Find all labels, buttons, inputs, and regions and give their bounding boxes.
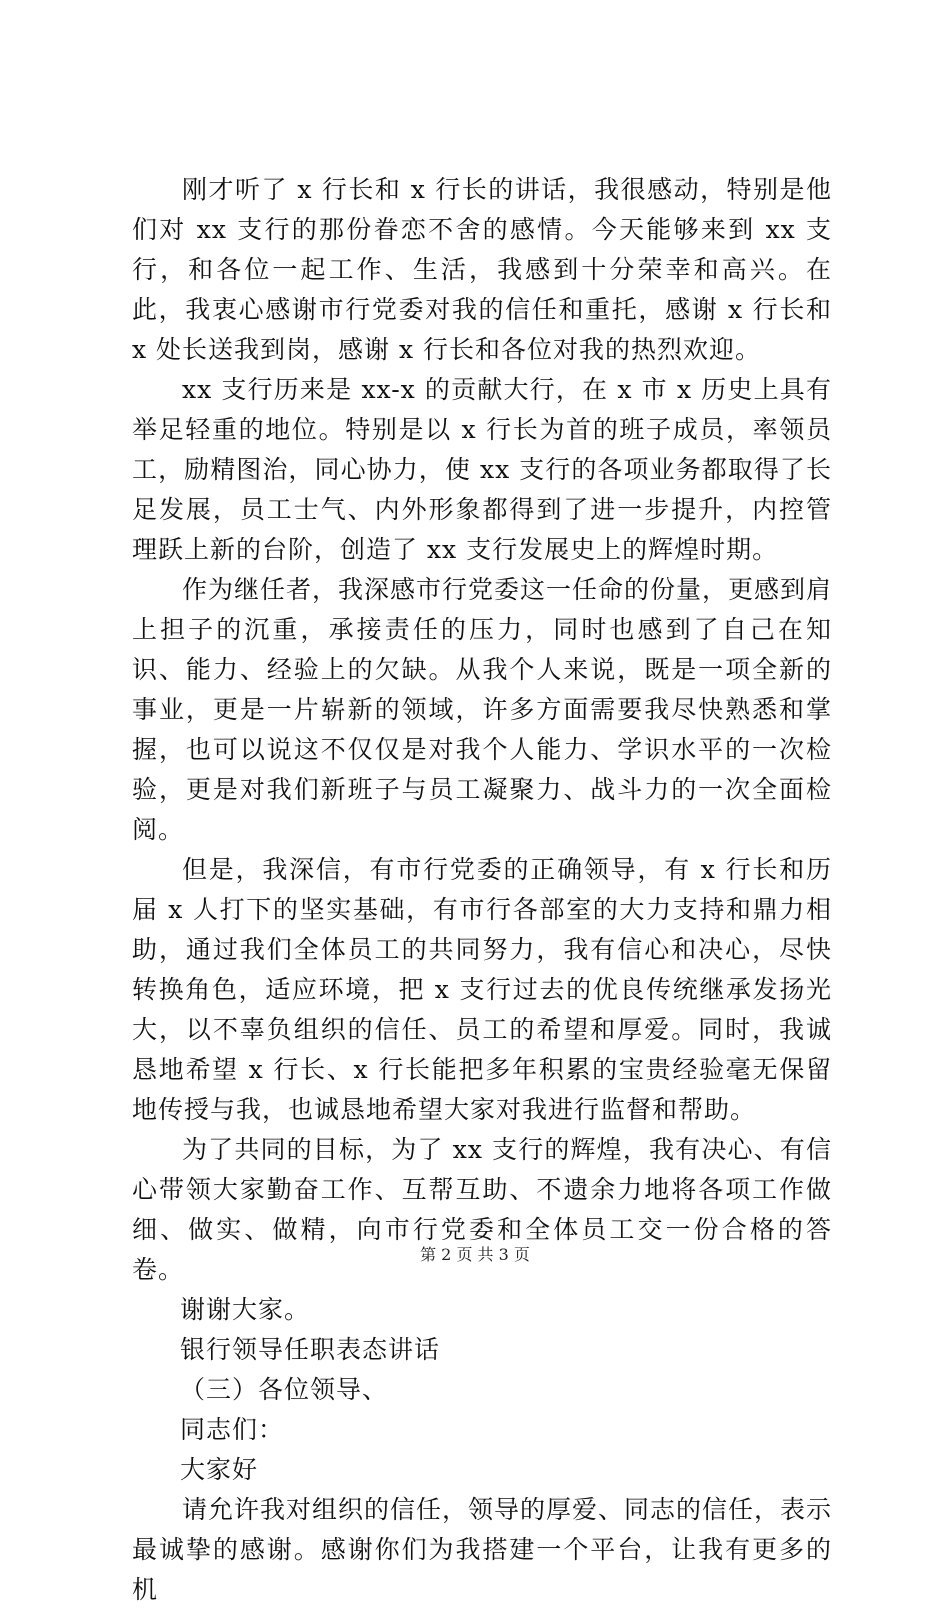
paragraph-3: 作为继任者，我深感市行党委这一任命的份量，更感到肩上担子的沉重，承接责任的压力，同时也感到了自己在知识、能力、经验上的欠缺。从我个人来说，既是一项全新的事业，更是一片崭新的领域，许多方面需要我尽快熟悉和掌握，也可以说这不仅仅是对我个人能力、学识水平的一次检验，更是对我们新班子与员工凝聚力、战斗力的一次全面检阅。 bbox=[132, 575, 833, 844]
paragraph-5: 为了共同的目标，为了 xx 支行的辉煌，我有决心、有信心带领大家勤奋工作、互帮互助、不遗余力地将各项工作做细、做实、做精，向市行党委和全体员工交一份合格的答卷。 bbox=[132, 1135, 832, 1284]
paragraph-final: 请允许我对组织的信任，领导的厚爱、同志的信任，表示最诚挚的感谢。感谢你们为我搭建一个平台，让我有更多的机 bbox=[132, 1495, 833, 1604]
page-footer: 第 2 页 共 3 页 bbox=[420, 1245, 530, 1264]
paragraph-2: xx 支行历来是 xx-x 的贡献大行，在 x 市 x 历史上具有举足轻重的地位。特别是以 x 行长为首的班子成员，率领员工，励精图治，同心协力，使 xx 支行的各项业务都取得了长足发展，员工士气、内外形象都得到了进一步提升，内控管理跃上新的台阶，创造了 xx 支行发展史上的辉煌时期。 bbox=[132, 375, 832, 564]
thanks-line: 谢谢大家。 bbox=[180, 1295, 311, 1324]
salutation-comrades: 同志们： bbox=[180, 1415, 285, 1444]
greeting-line: 大家好 bbox=[180, 1455, 259, 1484]
speech-title: 银行领导任职表态讲话 bbox=[180, 1335, 441, 1364]
section-heading: （三）各位领导、 bbox=[180, 1375, 389, 1404]
paragraph-1: 刚才听了 x 行长和 x 行长的讲话，我很感动，特别是他们对 xx 支行的那份眷恋不舍的感情。今天能够来到 xx 支行，和各位一起工作、生活，我感到十分荣幸和高兴。在此，我衷心感谢市行党委对我的信任和重托，感谢 x 行长和 x 处长送我到岗，感谢 x 行长和各位对我的热烈欢迎。 bbox=[132, 175, 832, 364]
paragraph-4: 但是，我深信，有市行党委的正确领导，有 x 行长和历届 x 人打下的坚实基础，有市行各部室的大力支持和鼎力相助，通过我们全体员工的共同努力，我有信心和决心，尽快转换角色，适应环境，把 x 支行过去的优良传统继承发扬光大，以不辜负组织的信任、员工的希望和厚爱。同时，我诚恳地希望 x 行长、x 行长能把多年积累的宝贵经验毫无保留地传授与我，也诚恳地希望大家对我进行监督和帮助。 bbox=[132, 855, 832, 1124]
document-body bbox=[132, 170, 832, 1610]
